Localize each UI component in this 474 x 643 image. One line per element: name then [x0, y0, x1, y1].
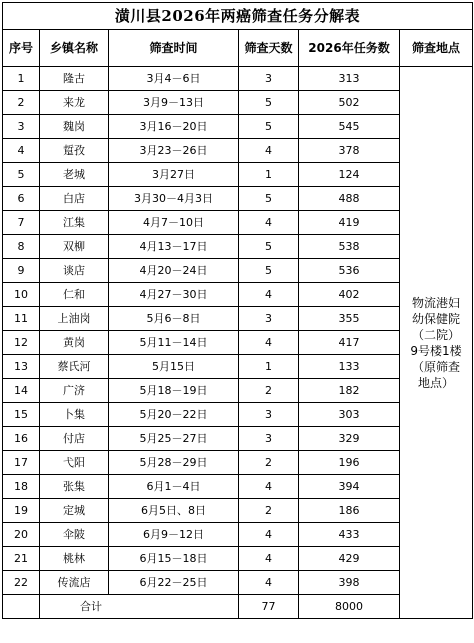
row-tasks: 536	[299, 259, 400, 283]
row-index: 13	[3, 355, 40, 379]
row-town: 伞陂	[40, 523, 109, 547]
row-days: 1	[239, 355, 299, 379]
row-days: 1	[239, 163, 299, 187]
row-index: 15	[3, 403, 40, 427]
row-days: 3	[239, 427, 299, 451]
row-town: 桃林	[40, 547, 109, 571]
location-cell	[400, 67, 473, 619]
row-tasks: 133	[299, 355, 400, 379]
row-days: 2	[239, 379, 299, 403]
row-time: 4月20－24日	[109, 259, 239, 283]
row-time: 4月27－30日	[109, 283, 239, 307]
screening-task-table	[2, 2, 473, 619]
row-days: 4	[239, 571, 299, 595]
location-line: 物流港妇	[412, 295, 461, 310]
row-time: 3月27日	[109, 163, 239, 187]
row-time: 4月7－10日	[109, 211, 239, 235]
row-index: 14	[3, 379, 40, 403]
row-time: 5月25－27日	[109, 427, 239, 451]
row-index: 11	[3, 307, 40, 331]
row-index: 19	[3, 499, 40, 523]
row-town: 弋阳	[40, 451, 109, 475]
row-tasks: 124	[299, 163, 400, 187]
row-index: 5	[3, 163, 40, 187]
header-time: 筛查时间	[109, 30, 239, 67]
row-index: 12	[3, 331, 40, 355]
location-line: 幼保健院	[412, 311, 461, 326]
row-town: 广济	[40, 379, 109, 403]
row-days: 5	[239, 235, 299, 259]
row-town: 白店	[40, 187, 109, 211]
row-town: 双柳	[40, 235, 109, 259]
row-days: 4	[239, 139, 299, 163]
row-tasks: 502	[299, 91, 400, 115]
row-time: 3月30－4月3日	[109, 187, 239, 211]
row-days: 4	[239, 211, 299, 235]
row-tasks: 182	[299, 379, 400, 403]
row-time: 3月4－6日	[109, 67, 239, 91]
row-index: 17	[3, 451, 40, 475]
header-location: 筛查地点	[400, 30, 473, 67]
row-tasks: 402	[299, 283, 400, 307]
row-days: 5	[239, 115, 299, 139]
row-days: 2	[239, 451, 299, 475]
row-index: 9	[3, 259, 40, 283]
row-town: 黄岗	[40, 331, 109, 355]
row-town: 蔡氏河	[40, 355, 109, 379]
row-time: 5月28－29日	[109, 451, 239, 475]
row-time: 6月9－12日	[109, 523, 239, 547]
row-town: 谈店	[40, 259, 109, 283]
row-days: 3	[239, 403, 299, 427]
row-days: 5	[239, 91, 299, 115]
row-tasks: 545	[299, 115, 400, 139]
row-town: 踅孜	[40, 139, 109, 163]
row-town: 上油岗	[40, 307, 109, 331]
total-blank	[3, 595, 40, 619]
location-line: 地点）	[418, 375, 455, 390]
row-tasks: 398	[299, 571, 400, 595]
row-time: 5月18－19日	[109, 379, 239, 403]
row-time: 3月9－13日	[109, 91, 239, 115]
row-time: 6月22－25日	[109, 571, 239, 595]
row-days: 5	[239, 259, 299, 283]
header-index: 序号	[3, 30, 40, 67]
row-index: 3	[3, 115, 40, 139]
row-time: 6月5日、8日	[109, 499, 239, 523]
row-index: 2	[3, 91, 40, 115]
row-index: 8	[3, 235, 40, 259]
row-time: 6月15－18日	[109, 547, 239, 571]
row-time: 6月1－4日	[109, 475, 239, 499]
row-town: 来龙	[40, 91, 109, 115]
row-index: 7	[3, 211, 40, 235]
row-town: 仁和	[40, 283, 109, 307]
row-days: 4	[239, 523, 299, 547]
row-time: 4月13－17日	[109, 235, 239, 259]
total-tasks: 8000	[299, 595, 400, 619]
row-town: 张集	[40, 475, 109, 499]
row-tasks: 538	[299, 235, 400, 259]
row-days: 3	[239, 307, 299, 331]
row-days: 2	[239, 499, 299, 523]
header-days: 筛查天数	[239, 30, 299, 67]
location-line: （二院）	[412, 327, 461, 342]
table-row	[3, 67, 473, 91]
row-index: 4	[3, 139, 40, 163]
row-index: 6	[3, 187, 40, 211]
row-days: 4	[239, 283, 299, 307]
row-time: 5月6－8日	[109, 307, 239, 331]
row-tasks: 417	[299, 331, 400, 355]
row-town: 魏岗	[40, 115, 109, 139]
row-days: 4	[239, 547, 299, 571]
row-tasks: 429	[299, 547, 400, 571]
row-days: 4	[239, 331, 299, 355]
row-town: 隆古	[40, 67, 109, 91]
row-town: 江集	[40, 211, 109, 235]
row-tasks: 433	[299, 523, 400, 547]
header-row	[3, 30, 473, 67]
row-index: 20	[3, 523, 40, 547]
row-index: 18	[3, 475, 40, 499]
row-index: 16	[3, 427, 40, 451]
row-tasks: 394	[299, 475, 400, 499]
row-index: 21	[3, 547, 40, 571]
row-tasks: 355	[299, 307, 400, 331]
row-time: 3月23－26日	[109, 139, 239, 163]
row-time: 5月15日	[109, 355, 239, 379]
total-label: 合计	[40, 595, 239, 619]
location-line: 9号楼1楼	[410, 343, 462, 358]
row-time: 3月16－20日	[109, 115, 239, 139]
table-body	[3, 67, 473, 619]
row-town: 卜集	[40, 403, 109, 427]
row-town: 老城	[40, 163, 109, 187]
row-tasks: 186	[299, 499, 400, 523]
row-town: 传流店	[40, 571, 109, 595]
row-tasks: 196	[299, 451, 400, 475]
row-time: 5月11－14日	[109, 331, 239, 355]
row-tasks: 313	[299, 67, 400, 91]
table-title: 潢川县2026年两癌筛查任务分解表	[3, 3, 473, 30]
row-index: 1	[3, 67, 40, 91]
row-tasks: 329	[299, 427, 400, 451]
header-tasks: 2026年任务数	[299, 30, 400, 67]
header-town: 乡镇名称	[40, 30, 109, 67]
row-index: 22	[3, 571, 40, 595]
row-days: 3	[239, 67, 299, 91]
row-tasks: 419	[299, 211, 400, 235]
row-tasks: 378	[299, 139, 400, 163]
row-tasks: 488	[299, 187, 400, 211]
location-line: （原筛查	[412, 359, 461, 374]
row-days: 4	[239, 475, 299, 499]
row-town: 付店	[40, 427, 109, 451]
row-town: 定城	[40, 499, 109, 523]
row-days: 5	[239, 187, 299, 211]
row-index: 10	[3, 283, 40, 307]
row-tasks: 303	[299, 403, 400, 427]
row-time: 5月20－22日	[109, 403, 239, 427]
total-days: 77	[239, 595, 299, 619]
